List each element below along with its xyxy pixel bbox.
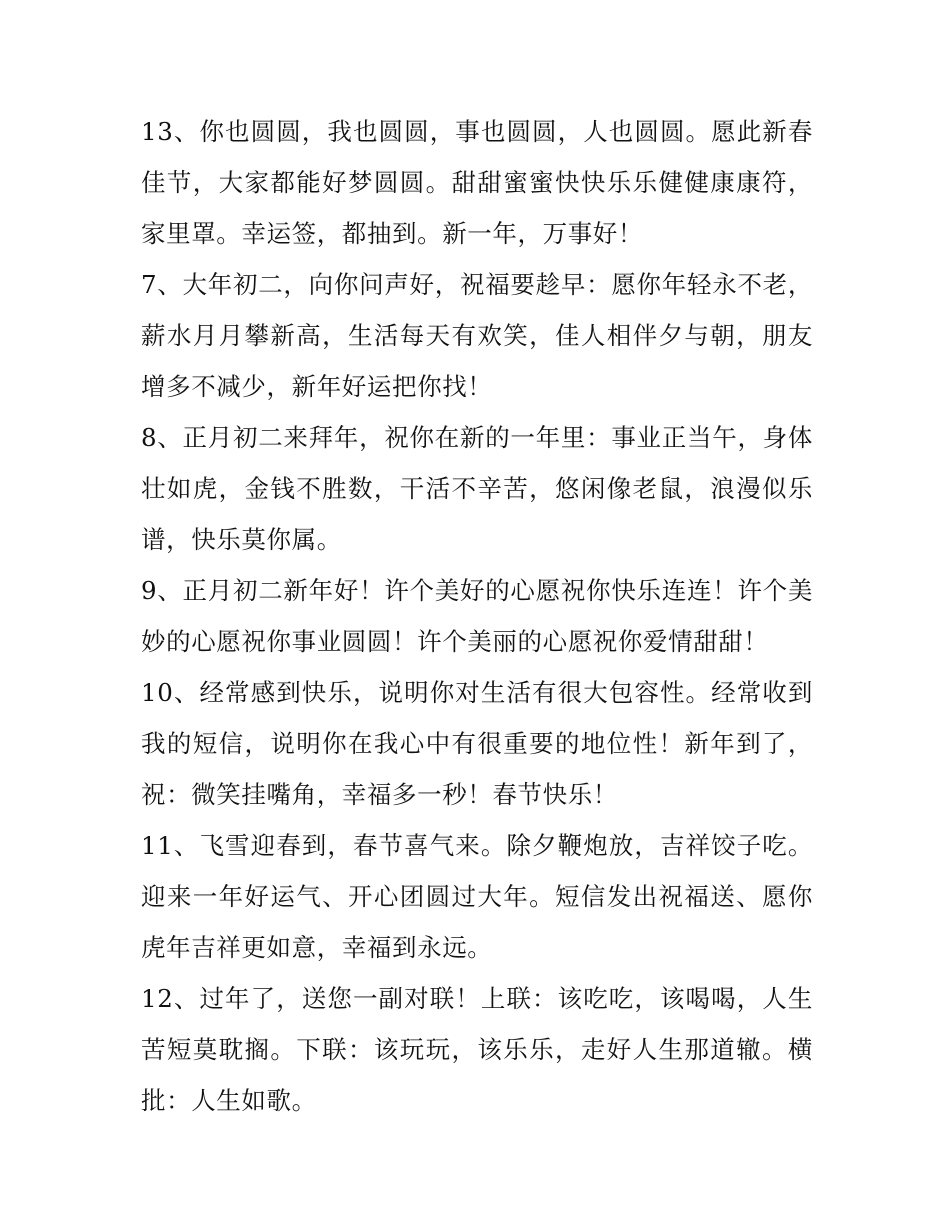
document-body [141, 106, 813, 1126]
paragraph-9: 9、正月初二新年好！许个美好的心愿祝你快乐连连！许个美妙的心愿祝你事业圆圆！许个美丽的心愿祝你爱情甜甜！ [141, 576, 813, 656]
paragraph-13: 13、你也圆圆，我也圆圆，事也圆圆，人也圆圆。愿此新春佳节，大家都能好梦圆圆。甜甜蜜蜜快快乐乐健健康康符，家里罩。幸运签，都抽到。新一年，万事好！ [141, 117, 813, 248]
paragraph-10: 10、经常感到快乐，说明你对生活有很大包容性。经常收到我的短信，说明你在我心中有很重要的地位性！新年到了，祝：微笑挂嘴角，幸福多一秒！春节快乐！ [141, 678, 813, 809]
paragraph-12: 12、过年了，送您一副对联！上联：该吃吃，该喝喝，人生苦短莫耽搁。下联：该玩玩，该乐乐，走好人生那道辙。横批：人生如歌。 [141, 984, 813, 1115]
paragraph-7: 7、大年初二，向你问声好，祝福要趁早：愿你年轻永不老，薪水月月攀新高，生活每天有欢笑，佳人相伴夕与朝，朋友增多不减少，新年好运把你找！ [141, 270, 813, 401]
paragraph-11: 11、飞雪迎春到，春节喜气来。除夕鞭炮放，吉祥饺子吃。迎来一年好运气、开心团圆过大年。短信发出祝福送、愿你虎年吉祥更如意，幸福到永远。 [141, 831, 813, 962]
paragraph-8: 8、正月初二来拜年，祝你在新的一年里：事业正当午，身体壮如虎，金钱不胜数，干活不辛苦，悠闲像老鼠，浪漫似乐谱，快乐莫你属。 [141, 423, 813, 554]
